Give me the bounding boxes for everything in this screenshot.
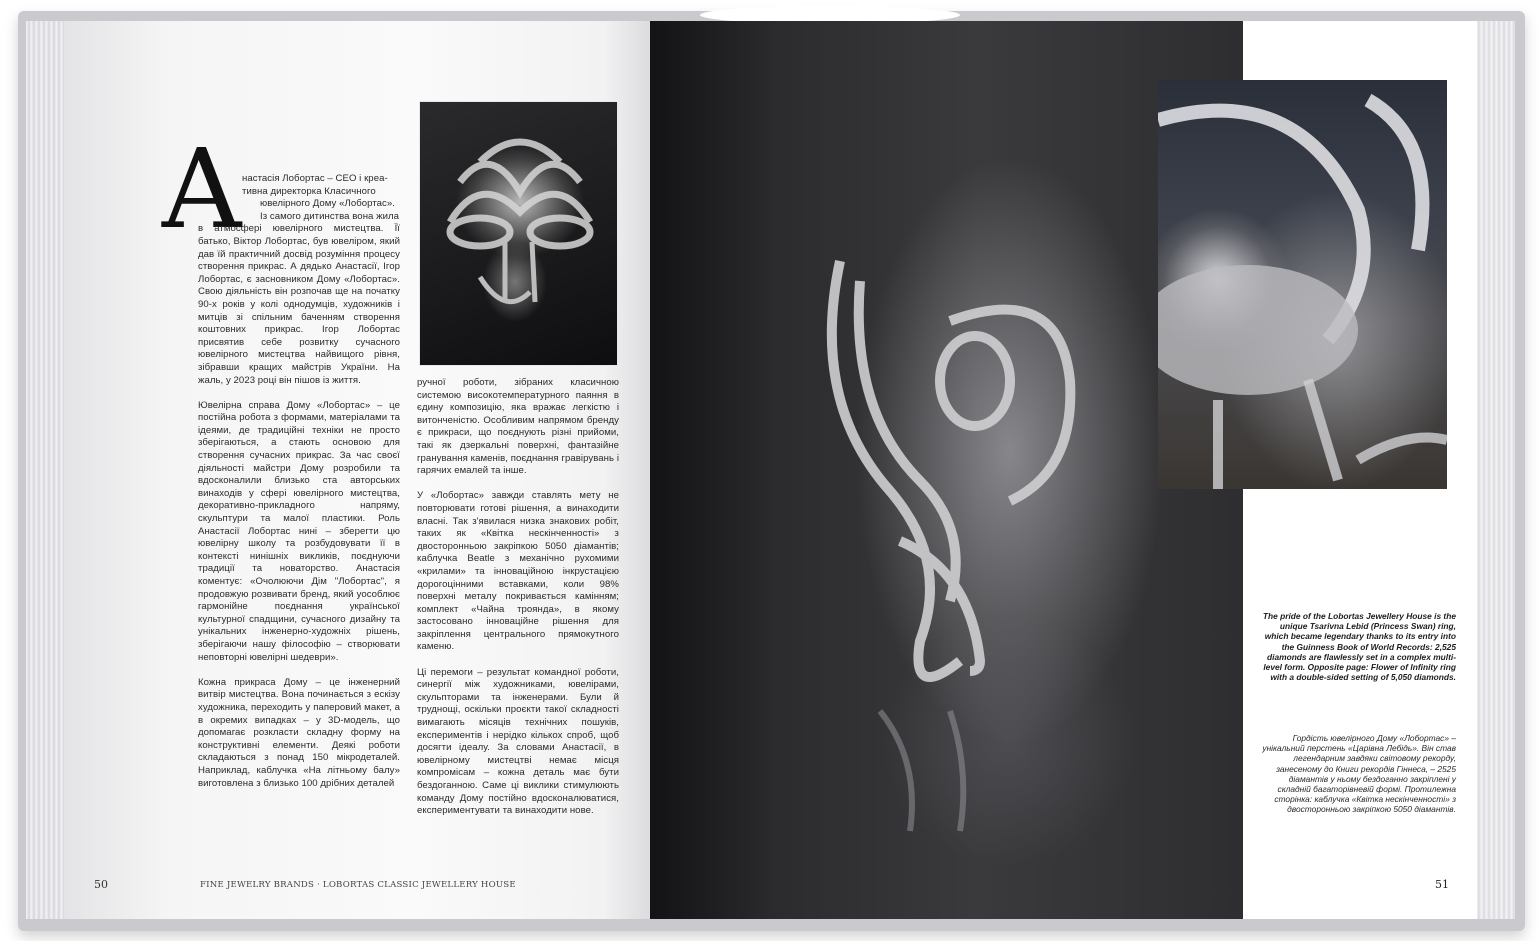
drop-cap: А — [160, 125, 244, 253]
intro-line: ювелірного Дому «Лобортас». — [260, 198, 395, 210]
paragraph: У «Лобортас» завжди ставлять мету не повторювати готові рішення, а винаходити власні. Так з'явилася низка знакових робіт, таких як «Квітка нескінченності» з двосторонньою закріпкою 5050 діамантів; каблучка Beatle з механічно рухомими «крилами» та інноваційною інкрустацією дорогоцінними вставками, коли 98% поверхні металу покривається камінням; комплект «Чайна троянда», в якому застосовано інноваційне рішення для закріплення центрального прямокутного каменю. — [417, 490, 619, 653]
flower-ring-photo — [419, 101, 618, 366]
intro-block — [198, 173, 400, 223]
swan-closeup-icon — [1158, 80, 1447, 489]
intro-line: настасія Лобортас – CEO і креа- — [242, 173, 388, 184]
caption-english: The pride of the Lobortas Jewellery House is the unique Tsarivna Lebid (Princess Swan) ring, which became legendary thanks to its entry into the Guinness Book of World Records: 2,525 diamonds are flawlessly set in a complex multi-level form. Opposite page: Flower of Infinity ring with a double-sided setting of 5,050 diamonds. — [1262, 611, 1456, 683]
paragraph: Ювелірна справа Дому «Лобортас» – це постійна робота з формами, матеріалами та ідеями, де традиційні техніки не просто зберігаються, а стають основою для створення сучасних прикрас. За час своєї діяльності майстри Дому розробили та вдосконалили близько ста авторських винаходів у сфері ювелірного мистецтва, декоративно-прикладного напряму, скульптури та малої пластики. Роль Анастасії Лобортас нині – зберегти цю ювелірну школу та розбудовувати її в контексті нинішніх викликів, поєднуючи традиції та новаторство. Анастасія коментує: «Очолюючи Дім "Лобортас", я продовжую розвивати бренд, який уособлює гармонійне поєднання української культурної спадщини, сучасного дизайну та унікальних інженерно-художніх рішень, зберігаючи нашу філософію – створювати неповторні ювелірні шедеври». — [198, 399, 400, 663]
gutter-shadow — [650, 21, 770, 919]
right-page — [650, 21, 1477, 919]
intro-line: Із самого дитинства вона жила — [260, 210, 400, 222]
page-number-right: 51 — [1435, 878, 1449, 891]
paragraph: Кожна прикраса Дому – це інженерний витвір мистецтва. Вона починається з ескізу художника, переходить у паперовий макет, а в окремих випадках – у 3D-модель, що допомагає розкласти складну форму на конструктивні елементи. Деякі роботи складаються з понад 150 мікродеталей. Наприклад, каблучка «На літньому балу» виготовлена з близько 100 дрібних деталей — [198, 676, 400, 789]
flower-ring-icon — [420, 102, 619, 367]
paragraph: в атмосфері ювелірного мистецтва. Її батько, Віктор Лобортас, був ювеліром, який дав їй практичний досвід розуміння процесу створення прикрас. А дядько Анастасії, Ігор Лобортас, є засновником Дому «Лобортас». Свою діяльність він розпочав ще на початку 90-х років у колі однодумців, художників і митців зі спільним баченням створення коштовних прикрас. Ігор Лобортас присвятив себе розвитку сучасного ювелірного мистецтва найвищого рівня, зібравши кращих майстрів України. На жаль, у 2023 році він пішов із життя. — [198, 223, 400, 386]
page-number-left: 50 — [94, 878, 108, 891]
text-column-1 — [198, 173, 400, 803]
caption-ukrainian: Гордість ювелірного Дому «Лобортас» – унікальний перстень «Царівна Лебідь». Він став легендарним завдяки світовому рекорду, занесеному до Книги рекордів Гіннеса, – 2525 діамантів у ньому бездоганно закріплені у складній багаторівневій формі. Протилежна сторінка: каблучка «Квітка нескінченності» з двосторонньою закріпкою 5050 діамантів. — [1262, 733, 1456, 815]
swan-ring-closeup-photo — [1158, 80, 1447, 489]
intro-line: тивна директорка Класичного — [242, 185, 376, 197]
paragraph: ручної роботи, зібраних класичною системою високотемпературного паяння в єдину композицію, яка вражає легкістю і витонченістю. Особливим напрямом бренду є прикраси, що поєднують різні прийоми, такі як дзеркальні поверхні, фантазійне гранування каменів, поєднання гравірувань і гарячих емалей та інше. — [417, 377, 619, 477]
left-page — [64, 21, 650, 919]
page-stack-right — [1477, 21, 1515, 919]
swan-ring-photo — [650, 21, 1243, 919]
paragraph: Ці перемоги – результат командної роботи, синергії між художниками, ювелірами, скульпторами та інженерами. Були й труднощі, оскільки проєкти такої складності вимагають місяців технічних пошуків, експериментів і нерідко кількох спроб, щоб досягти ідеалу. За словами Анастасії, в ювелірному мистецтві немає місця компромісам – кожна деталь має бути бездоганною. Саме ці виклики стимулюють команду Дому постійно вдосконалюватися, експериментувати та винаходити нове. — [417, 666, 619, 817]
running-head: FINE JEWELRY BRANDS · LOBORTAS CLASSIC JEWELLERY HOUSE — [200, 880, 516, 890]
swan-ring-icon — [800, 241, 1120, 841]
text-column-2 — [417, 377, 619, 830]
page-stack-left — [26, 21, 64, 919]
